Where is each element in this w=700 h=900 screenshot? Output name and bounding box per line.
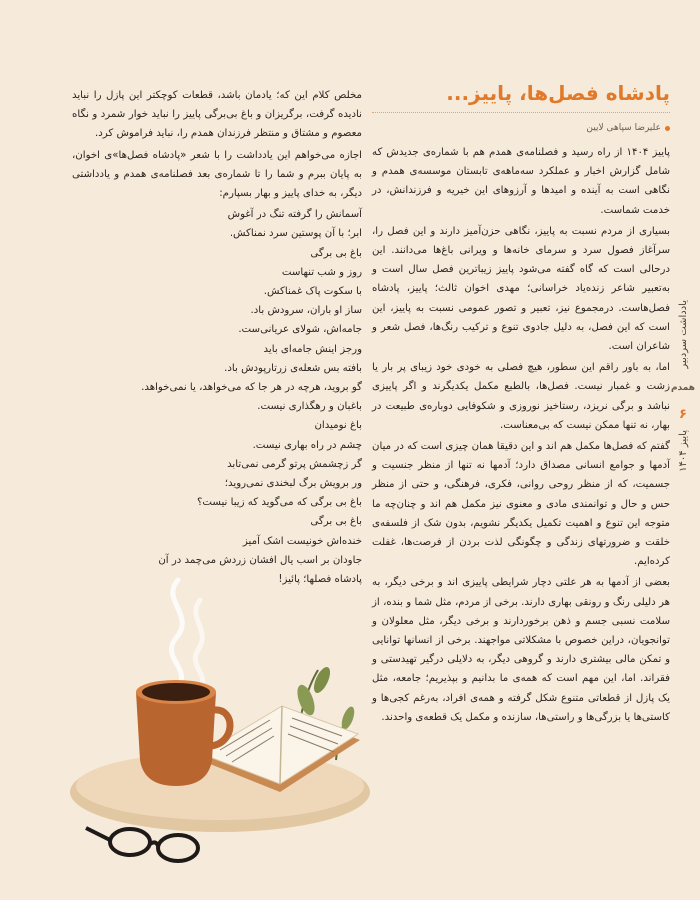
poem-line: با سکوت پاک غمناکش. xyxy=(263,286,362,298)
poem-line: جامه‌اش، شولای عریانی‌ست. xyxy=(238,324,362,336)
poem-line: گو بروید، هرچه در هر جا که می‌خواهد، یا نمی‌خواهد. xyxy=(141,382,362,394)
poem-line: پادشاه فصلها؛ پائیز! xyxy=(278,574,362,586)
logo: همدم xyxy=(670,382,696,393)
poem-line: ور برویش برگ لبخندی نمی‌روید؛ xyxy=(224,478,362,490)
page-number: ۶ xyxy=(679,406,687,422)
glasses-icon xyxy=(86,828,198,861)
poem-line: بافته بس شعله‌ی زرتارپودش باد. xyxy=(224,362,362,374)
poem-line: آسمانش را گرفته تنگ در آغوش xyxy=(227,209,362,221)
article-continuation-column xyxy=(72,86,362,589)
paragraph: گفتم که فصل‌ها مکمل هم اند و این دقیقا همان چیزی است که در میان آدمها و جوامع انسانی مصداق دارد؛ آدمها نه تنها از منظر جنسیت و جسمیت، که از منظر روحی روانی، فکری، فرهنگی، و حتی از منظر حس و حال و توانمندی مادی و معنوی نیز مکمل هم اند و چنان‌چه ما متوجه این تنوع و اهمیت تکمیل یکدیگر نشویم، بدون شک از فلسفه‌ی خلقت و ضرورتهای زندگی و چگونگی لذت بردن از فرصت‌ها، غفلت کرده‌ایم. xyxy=(372,441,670,568)
poem-line: ساز او باران، سرودش باد. xyxy=(250,305,362,317)
poem-line: روز و شب تنهاست xyxy=(281,266,362,278)
poem-line: باغبان و رهگذاری نیست. xyxy=(257,401,362,413)
poem-line: باغ بی برگی که می‌گوید که زیبا نیست؟ xyxy=(196,497,362,509)
poem-line: باغ نومیدان xyxy=(314,420,362,432)
article-main-column xyxy=(372,78,670,729)
article-author xyxy=(372,123,670,133)
side-rail xyxy=(670,300,696,570)
paragraph: بعضی از آدمها به هر علتی دچار شرایطی پاییزی اند و برخی دیگر، به هر دلیلی رنگ و رونقی بهاری دارند. برخی از مردم، مثل شما و بنده، از سلامت نسبی جسم و ذهن برخوردارند و برخی دیگر، مثل معلولان و توانجویان، دراین خصوص با مشکلاتی مواجهند. برخی از انسانها توانایی و تمکن مالی بیشتری دارند و گروهی دیگر، به دلایلی درگیر تهیدستی و فقراند. اما، این مهم است که همه‌ی ما بدانیم و بپذیریم؛ جامعه، مثل یک پازل از قطعاتی متنوع شکل گرفته و همه‌ی افراد، به‌رغم کجی‌ها و کاستی‌ها یا بزرگی‌ها و راستی‌ها، سازنده و مکمل یک قطعه‌ی واحدند. xyxy=(372,577,670,723)
poem-line: جاودان بر اسب یال افشان زردش می‌چمد در آن xyxy=(158,554,362,566)
article-title: پادشاه فصل‌ها، پاییز... xyxy=(372,78,670,113)
paragraph: اجازه می‌خواهم این یادداشت را با شعر «پادشاه فصل‌ها»ی اخوان، به پایان ببرم و شما را تا شماره‌ی بعد فصلنامه‌ی همدم و یادداشتی دیگر، به خدای پاییز و بهار بسپارم: xyxy=(72,149,362,200)
poem-line: گر زچشمش پرتو گرمی نمی‌تابد xyxy=(227,458,362,470)
illustration xyxy=(60,560,370,870)
paragraph: مخلص کلام این که؛ یادمان باشد، قطعات کوچکتر این پازل را نباید نادیده گرفت، برگریزان و باغ بی‌برگی پاییز را نباید خوار شمرد و نگاه معصوم و مشتاق و منتظر فرزندان همدم را، نباید فراموش کرد. xyxy=(72,90,362,140)
issue-label: پاییز ۱۴۰۴ xyxy=(677,429,689,472)
poem xyxy=(72,205,362,589)
poem-line: باغ بی برگی xyxy=(310,247,362,259)
paragraph: پاییز ۱۴۰۴ از راه رسید و فصلنامه‌ی همدم هم با شماره‌ی جدیدش که شامل گزارش اخبار و عملکرد سه‌ماهه‌ی تابستان موسسه‌ی همدم و نگاهی است به آینده و امیدها و آرزوهای این خیریه و فرزندانش، در خدمت شماست. xyxy=(372,147,671,216)
poem-line: ابر؛ با آن پوستین سرد نمناکش. xyxy=(229,228,362,240)
poem-line: خنده‌اش خونیست اشک آمیز xyxy=(242,535,362,547)
section-label: یادداشت سردبیر xyxy=(677,300,689,369)
steam-icon xyxy=(171,580,202,690)
paragraph: بسیاری از مردم نسبت به پاییز، نگاهی حزن‌آمیز دارند و این فصل را، سرآغاز فصول سرد و سرمای خانه‌ها و ویرانی باغ‌ها می‌دانند. این درحالی است که گاه گفته می‌شود پاییز زیباترین فصل سال است و به‌تعبیر شاعر زنده‌یاد خراسانی؛ مهدی اخوان ثالث؛ پاییز، پادشاه فصل‌هاست. درمجموع نیز، تعبیر و تصور عمومی نسبت به پاییز، این است که این فصل، به دلیل جادوی تنوع و ترکیب رنگ‌ها، فصل شعر و شاعران است. xyxy=(372,225,670,353)
poem-line: چشم در راه بهاری نیست. xyxy=(252,439,362,451)
poem-line: باغ بی برگی xyxy=(310,516,362,528)
author-name: علیرضا سپاهی لایین xyxy=(586,123,661,133)
paragraph: اما، به باور راقم این سطور، هیچ فصلی به خودی خود زیبای پر بار یا زشت و غمبار نیست. فصل‌ها، بالطبع مکمل یکدیگرند و اگر پاییزی نباشد و برگی نریزد، رستاخیز نوروزی و شکوفایی دوباره‌ی طبیعت در بهار، نه تنها ممکن نیست که بی‌معناست. xyxy=(372,362,670,431)
poem-line: ورجز اینش جامه‌ای باید xyxy=(263,343,362,355)
bullet-icon xyxy=(665,126,670,131)
